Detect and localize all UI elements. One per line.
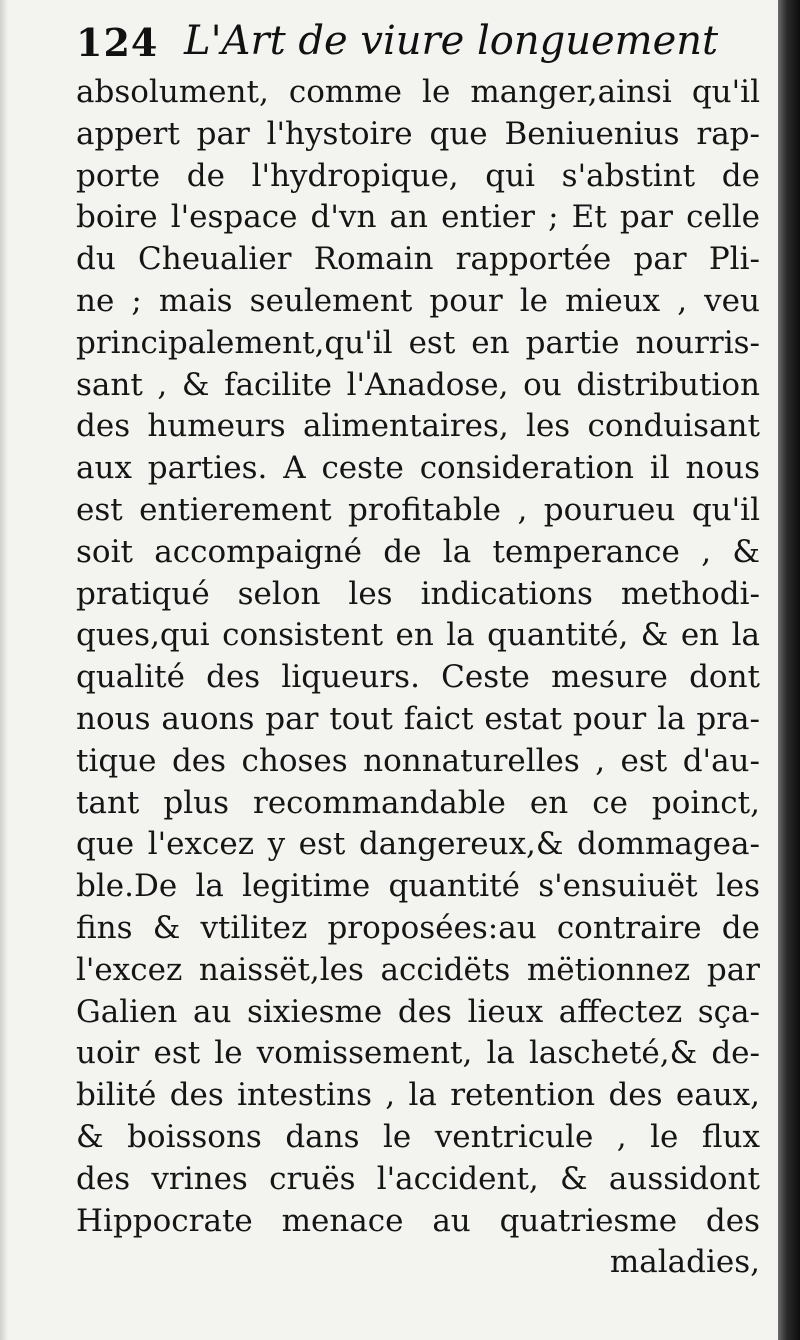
text-line: absolument, comme le manger,ainsi qu'il <box>76 74 760 110</box>
text-line: boire l'espace d'vn an entier ; Et par celle <box>76 199 760 236</box>
text-line: fins & vtilitez proposées:au contraire de <box>76 909 760 946</box>
text-line: ne ; mais seulement pour le mieux , veu <box>76 282 760 319</box>
text-line: Galien au sixiesme des lieux affectez sça- <box>76 993 760 1030</box>
text-line: porte de l'hydropique, qui s'abstint de <box>76 157 760 194</box>
page-header <box>76 18 736 72</box>
text-line: est entierement profitable , pourueu qu'il <box>76 491 760 528</box>
text-line: que l'excez y est dangereux,& dommagea- <box>76 826 760 863</box>
text-line: appert par l'hystoire que Beniuenius rap- <box>76 115 760 152</box>
text-line: bilité des intestins , la retention des eaux, <box>76 1077 760 1114</box>
text-line: sant , & facilite l'Anadose, ou distribution <box>76 366 760 403</box>
text-line: des humeurs alimentaires, les conduisant <box>76 408 760 445</box>
text-line: & boissons dans le ventricule , le flux <box>76 1118 760 1155</box>
text-line: qualité des liqueurs. Ceste mesure dont <box>76 659 760 696</box>
text-line: pratiqué selon les indications methodi- <box>76 575 760 612</box>
text-line: tique des choses nonnaturelles , est d'au- <box>76 742 760 779</box>
text-line: nous auons par tout faict estat pour la pra- <box>76 700 760 737</box>
catchword: maladies, <box>609 1244 760 1281</box>
book-gutter-shadow <box>778 0 800 1340</box>
text-line: uoir est le vomissement, la lascheté,& de- <box>76 1035 760 1072</box>
text-line: des vrines cruës l'accident, & aussidont <box>76 1160 760 1197</box>
page-number: 124 <box>76 20 159 65</box>
text-line: du Cheualier Romain rapportée par Pli- <box>76 241 760 278</box>
page-edge-shadow <box>0 0 8 1340</box>
text-line: ble.De la legitime quantité s'ensuiuët les <box>76 868 760 905</box>
text-line: tant plus recommandable en ce poinct, <box>76 784 760 821</box>
text-line: l'excez naissët,les accidëts mëtionnez par <box>76 951 760 988</box>
text-line: principalement,qu'il est en partie nourris- <box>76 324 760 361</box>
running-title: L'Art de viure longuement <box>184 18 719 64</box>
body-text <box>76 72 760 1284</box>
text-line: ques,qui consistent en la quantité, & en la <box>76 617 760 654</box>
text-line: soit accompaigné de la temperance , & <box>76 533 760 570</box>
text-line: Hippocrate menace au quatriesme des <box>76 1202 760 1239</box>
text-line: aux parties. A ceste consideration il nous <box>76 450 760 487</box>
